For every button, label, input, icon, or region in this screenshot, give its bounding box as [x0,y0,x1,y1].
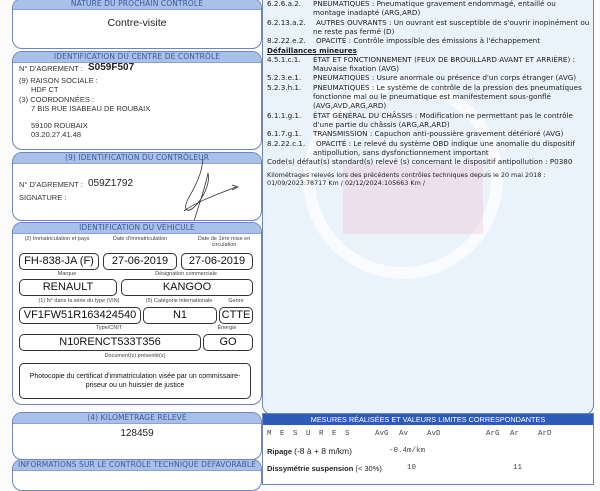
col-avd: AvD [427,430,441,438]
defect-text: fonctionne mal ou le pneumatique est manifestement sous-gonflé [313,92,551,101]
date-immat-label: Date d'immatriculation [112,236,168,242]
defect-code: 6.1.7.g.1. [267,129,302,139]
type-value: N10RENCT533T356 [19,334,201,351]
defect-text: Mauvaise fixation (AVG) [313,64,400,74]
measures-title: M E S U R E S [267,430,352,438]
kilometrage-panel-header: (4) KILOMÉTRAGE RELEVÉ [13,413,261,424]
defect-text: (AVG,AVD,ARG,ARD) [313,101,387,111]
defect-line [267,8,420,17]
defect-line [267,129,563,138]
energie-label: Énergie [217,325,237,331]
defect-line [267,73,576,82]
ripage-value: -0.4m/km [389,447,426,455]
ripage-limits: (-8 à + 8 m/km) [294,446,352,456]
signature-image [158,155,248,221]
km-history-values: 01/09/2023:78717 Km / 02/12/2024:105663 Km / [267,179,425,188]
defect-text: OPACITÉ : Contrôle impossible des émissions à l'échappement [316,36,541,46]
defect-line [267,83,582,92]
defect-text: antipollution, sans dysfonctionnement important [313,147,489,157]
measures-header: MESURES RÉALISÉES ET VALEURS LIMITES CORRESPONDANTES [263,414,593,425]
defect-line [267,120,450,129]
dissymetrie-avg: 10 [407,464,417,472]
coord-label: (3) COORDONNÉES : [19,95,95,104]
defect-line [267,18,589,27]
centre-agrement-value: S059F507 [88,62,135,73]
measures-panel [262,413,594,485]
km-history-label: Kilométrages relevés lors des précédents contrôles techniques depuis le 20 mai 2018 : [267,171,546,180]
centre-panel [12,51,262,150]
controleur-panel-header: (9) IDENTIFICATION DU CONTRÔLEUR [13,153,261,164]
defect-text: ne reste pas fermé (D) [313,26,395,36]
defect-code: 4.5.1.c.1. [267,54,301,64]
categorie-label: (5) Catégorie internationale [145,298,213,304]
col-ard: ArD [538,430,552,438]
kilometrage-panel [12,412,262,460]
defect-code: 5.2.3.h.1. [267,82,302,92]
categorie-value: N1 [143,307,217,324]
ripage-label: Ripage [267,447,293,456]
date-circ-value: 27-06-2019 [181,253,253,270]
measure-row-ripage [267,446,352,456]
dissymetrie-limits: (< 30%) [355,464,382,473]
raison-value: HDF CT [31,85,59,94]
defect-text: ÉTAT ET FONCTIONNEMENT (FEUX DE BROUILLARD AVANT ET ARRIÈRE) : [313,54,575,64]
defect-line [267,55,575,64]
date-immat-value: 27-06-2019 [103,253,177,270]
defect-text: AUTRES OUVRANTS : Un ouvrant est susceptible de s'ouvrir inopinément ou [316,17,590,27]
col-av: Av [399,430,409,438]
defect-line [267,92,551,101]
address-line2: 59100 ROUBAIX [31,121,88,130]
designation-value: KANGOO [121,279,253,296]
genre-value: CTTE [219,307,253,324]
defect-line [267,0,556,8]
defect-text: ÉTAT GÉNÉRAL DU CHÂSSIS : Modification ne permettant pas le contrôle [313,110,573,120]
vin-label: (1) N° dans la série du type (VIN) [38,298,120,304]
defect-code: 5.2.3.e.1. [267,73,302,83]
defect-text: PNEUMATIQUES : Le système de contrôle de la pression des pneumatiques [313,82,582,92]
marque-label: Marque [57,271,77,277]
designation-label: Désignation commerciale [155,271,217,277]
type-label: Type/CNIT [95,325,123,331]
defect-code: 8.2.22.c.1. [267,138,306,148]
defect-line [267,111,573,120]
defect-text: TRANSMISSION : Capuchon anti-poussière gravement détérioré (AVG) [313,129,564,139]
defect-text: PNEUMATIQUES : Usure anormale ou présence d'un corps étranger (AVG) [313,73,577,83]
centre-panel-header: IDENTIFICATION DU CENTRE DE CONTRÔLE [13,52,261,63]
controleur-agrement-label: N° D'AGREMENT : [19,180,83,189]
defect-code: 6.1.1.g.1. [267,110,302,120]
defect-text: d'une partie du châssis (ARG,AR,ARD) [313,119,450,129]
defect-line [267,36,540,45]
signature-label: SIGNATURE : [19,193,67,202]
code-defaut-line: Code(s) défaut(s) standard(s) relevé (s) concernant le dispositif antipollution : P0380 [267,157,573,167]
defect-line [267,139,575,148]
raison-label: (9) RAISON SOCIALE : [19,76,98,85]
vehicule-panel-header: IDENTIFICATION DU VÉHICULE [13,223,261,234]
nature-value: Contre-visite [107,17,167,29]
documents-label: Document(s) présenté(s) [104,353,166,359]
immat-label: (2) Immatriculation et pays [24,236,90,242]
defect-code: 8.2.22.e.2. [267,36,306,46]
dissymetrie-label: Dissymétrie suspension [267,464,354,473]
centre-agrement-label: N° D'AGREMENT : [19,64,83,73]
documents-value: Photocopie du certificat d'immatriculation visée par un commissaire-priseur ou un huissier de justice [19,363,251,399]
nature-panel-header: NATURE DU PROCHAIN CONTRÔLE [13,0,261,10]
measure-row-dissymetrie [267,464,382,473]
date-circ-label: Date de 1ère mise en circulation [197,236,251,248]
defect-line [267,148,489,157]
genre-label: Genre [228,298,244,304]
vehicule-panel [12,222,262,405]
defect-line [267,27,394,36]
nature-panel [12,0,262,49]
kilometrage-value: 128459 [120,428,154,439]
defect-line [267,64,399,73]
vin-value: VF1FW51R163424540 [19,307,141,324]
defaillances-panel [262,0,594,415]
defect-code: 6.2.6.a.2. [267,0,302,8]
minor-defects-heading: Défaillances mineures [267,45,357,55]
controleur-agrement-value: 059Z1792 [88,178,134,189]
controleur-panel [12,152,262,221]
energie-value: GO [203,334,253,351]
address-line1: 7 BIS RUE ISABEAU DE ROUBAIX [31,104,151,113]
defect-code: 6.2.13.a.2. [267,17,306,27]
info-panel [12,459,262,491]
col-avg: AvG [375,430,389,438]
col-ar: Ar [510,430,520,438]
immat-value: FH-838-JA (F) [19,253,99,270]
info-panel-header: INFORMATIONS SUR LE CONTRÔLE TECHNIQUE DÉFAVORABLE [13,460,261,471]
col-arg: ArG [486,430,500,438]
defect-text: OPACITÉ : Le relevé du système OBD indique une anomalie du dispositif [316,138,576,148]
defect-text: PNEUMATIQUES : Pneumatique gravement endommagé, entaillé ou [313,0,556,8]
phone: 03.20.27.41.48 [31,130,82,139]
marque-value: RENAULT [19,279,117,296]
defect-line [267,101,386,110]
defect-text: montage inadapté (ARG,ARD) [313,8,421,18]
dissymetrie-arg: 11 [513,464,523,472]
